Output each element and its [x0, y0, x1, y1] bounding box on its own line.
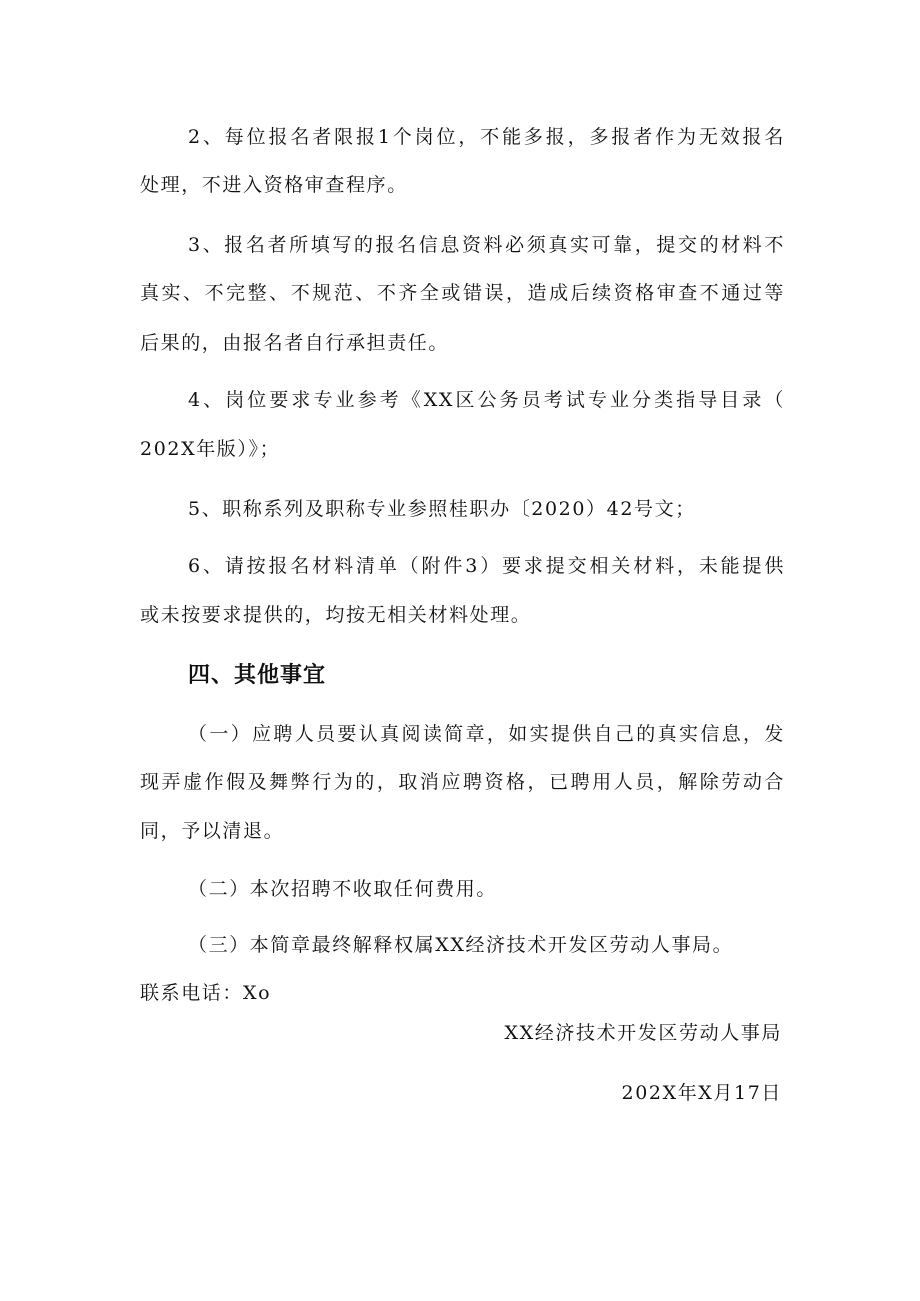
- item-3-line-1: 3、报名者所填写的报名信息资料必须真实可靠，提交的材料不: [188, 234, 785, 256]
- signature-date: 202X年X月17日: [621, 1082, 782, 1104]
- item-6-line-1: 6、请按报名材料清单（附件3）要求提交相关材料，未能提供: [188, 555, 785, 577]
- item-3-line-2: 真实、不完整、不规范、不齐全或错误，造成后续资格审查不通过等: [140, 282, 785, 304]
- item-4-line-2: 202X年版）》；: [140, 438, 281, 460]
- contact-phone-line: 联系电话：Xo: [140, 982, 272, 1004]
- item-4-line-1: 4、岗位要求专业参考《XX区公务员考试专业分类指导目录（: [188, 389, 785, 411]
- section4-para-1-line-2: 现弄虚作假及舞弊行为的，取消应聘资格，已聘用人员，解除劳动合: [140, 771, 785, 793]
- item-6-line-2: 或未按要求提供的，均按无相关材料处理。: [140, 604, 532, 626]
- item-5-line-1: 5、职称系列及职称专业参照桂职办〔2020）42号文；: [188, 498, 696, 520]
- section4-para-2-line-1: （二）本次招聘不收取任何费用。: [188, 878, 498, 900]
- section4-para-1-line-1: （一）应聘人员要认真阅读简章，如实提供自己的真实信息，发: [188, 723, 785, 745]
- item-3-line-3: 后果的，由报名者自行承担责任。: [140, 332, 450, 354]
- section4-para-1-line-3: 同，予以清退。: [140, 820, 285, 842]
- item-2-line-1: 2、每位报名者限报1个岗位，不能多报，多报者作为无效报名: [188, 126, 785, 148]
- item-2-line-2: 处理，不进入资格审查程序。: [140, 174, 408, 196]
- signature-org: XX经济技术开发区劳动人事局: [504, 1022, 782, 1044]
- section4-para-3-line-1: （三）本简章最终解释权属XX经济技术开发区劳动人事局。: [188, 934, 734, 956]
- section-heading: 四、其他事宜: [188, 663, 327, 688]
